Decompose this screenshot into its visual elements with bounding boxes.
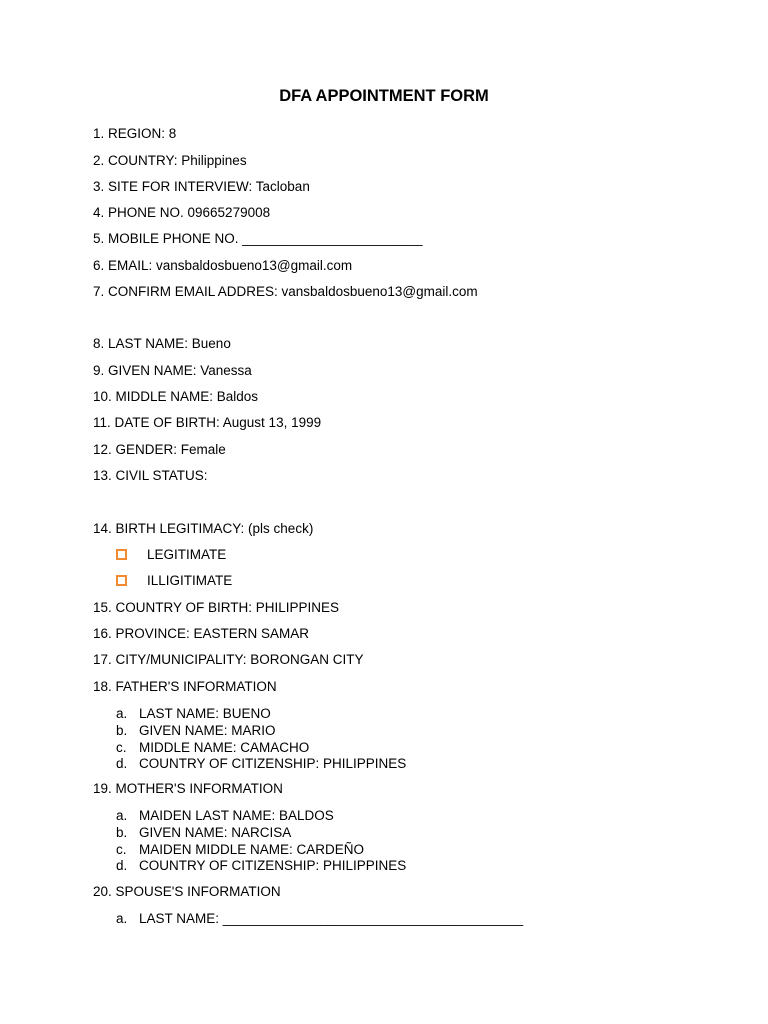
list-marker: a. [116, 808, 128, 823]
item-middle-name: 10. MIDDLE NAME: Baldos [93, 389, 259, 404]
item-email: 6. EMAIL: vansbaldosbueno13@gmail.com [93, 258, 353, 273]
item-phone: 4. PHONE NO. 09665279008 [93, 205, 271, 220]
spouse-list-item [116, 910, 523, 927]
item-mobile: 5. MOBILE PHONE NO. ________________________ [93, 231, 423, 246]
legitimate-label: LEGITIMATE [147, 547, 227, 562]
list-marker: a. [116, 706, 128, 721]
mother-list-item [116, 841, 364, 858]
illegitimate-checkbox[interactable] [116, 575, 127, 586]
list-text: LAST NAME: ________________________________________ [139, 911, 524, 926]
list-text: COUNTRY OF CITIZENSHIP: PHILIPPINES [139, 756, 407, 771]
item-country-of-birth: 15. COUNTRY OF BIRTH: PHILIPPINES [93, 600, 340, 615]
item-region: 1. REGION: 8 [93, 126, 177, 141]
item-civil-status: 13. CIVIL STATUS: [93, 468, 208, 483]
item-site: 3. SITE FOR INTERVIEW: Tacloban [93, 179, 310, 194]
item-mother-info: 19. MOTHER'S INFORMATION [93, 781, 283, 796]
list-marker: c. [116, 740, 127, 755]
mother-list-item [116, 807, 334, 824]
item-last-name: 8. LAST NAME: Bueno [93, 336, 231, 351]
illegitimate-label: ILLIGITIMATE [147, 573, 233, 588]
list-text: MAIDEN LAST NAME: BALDOS [139, 808, 334, 823]
item-province: 16. PROVINCE: EASTERN SAMAR [93, 626, 310, 641]
item-father-info: 18. FATHER'S INFORMATION [93, 679, 277, 694]
list-marker: b. [116, 723, 128, 738]
father-list-item [116, 705, 271, 722]
item-gender: 12. GENDER: Female [93, 442, 226, 457]
list-text: MAIDEN MIDDLE NAME: CARDEÑO [139, 842, 365, 857]
mother-list-item [116, 824, 291, 841]
item-birth-legitimacy: 14. BIRTH LEGITIMACY: (pls check) [93, 521, 314, 536]
legitimate-checkbox[interactable] [116, 549, 127, 560]
list-marker: c. [116, 842, 127, 857]
item-confirm-email: 7. CONFIRM EMAIL ADDRES: vansbaldosbueno13@gmail.com [93, 284, 478, 299]
list-text: GIVEN NAME: NARCISA [139, 825, 292, 840]
list-marker: d. [116, 858, 128, 873]
father-list-item [116, 722, 276, 739]
item-city: 17. CITY/MUNICIPALITY: BORONGAN CITY [93, 652, 364, 667]
list-text: LAST NAME: BUENO [139, 706, 271, 721]
father-list-item [116, 739, 309, 756]
mother-list-item [116, 857, 406, 874]
item-country: 2. COUNTRY: Philippines [93, 153, 247, 168]
list-text: MIDDLE NAME: CAMACHO [139, 740, 310, 755]
list-text: GIVEN NAME: MARIO [139, 723, 276, 738]
list-marker: b. [116, 825, 128, 840]
list-text: COUNTRY OF CITIZENSHIP: PHILIPPINES [139, 858, 407, 873]
father-list-item [116, 755, 406, 772]
item-date-of-birth: 11. DATE OF BIRTH: August 13, 1999 [93, 415, 322, 430]
item-given-name: 9. GIVEN NAME: Vanessa [93, 363, 252, 378]
item-spouse-info: 20. SPOUSE'S INFORMATION [93, 884, 281, 899]
list-marker: d. [116, 756, 128, 771]
list-marker: a. [116, 911, 128, 926]
form-title: DFA APPOINTMENT FORM [279, 87, 489, 105]
